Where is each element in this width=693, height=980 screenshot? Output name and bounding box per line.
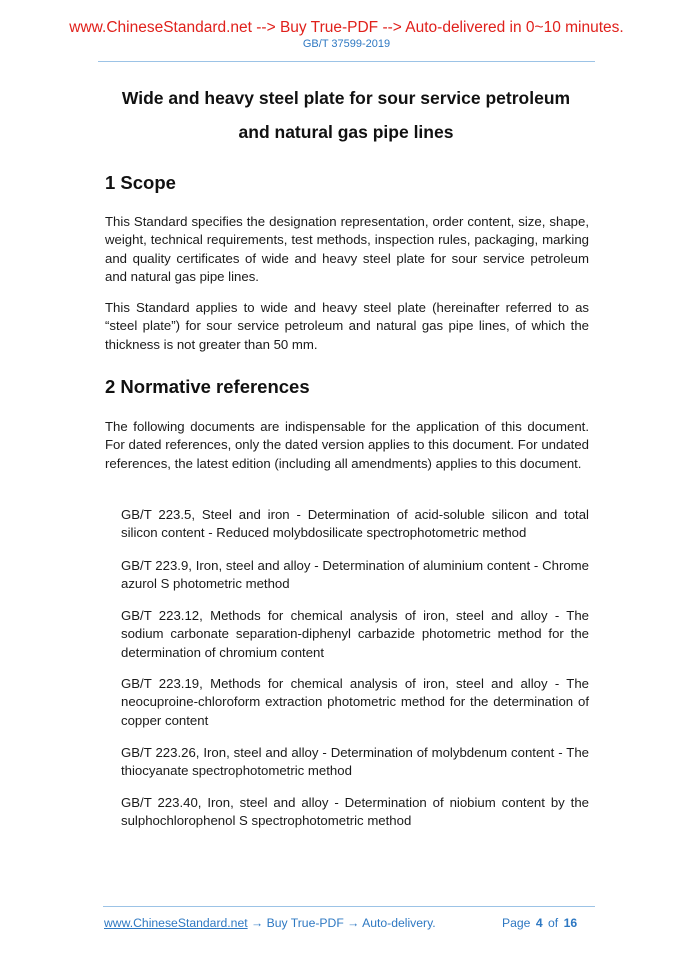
footer-promo-text: → Buy True-PDF → Auto-delivery. [247,916,436,930]
document-title-line-1: Wide and heavy steel plate for sour service petroleum [121,88,571,108]
header-divider [98,61,595,62]
reference-item: GB/T 223.40, Iron, steel and alloy - Determination of niobium content by the sulphochlorophenol S spectrophotometric method [121,795,589,829]
page-of-label: of [548,916,559,930]
footer-divider [103,906,595,907]
reference-item: GB/T 223.9, Iron, steel and alloy - Determination of aluminium content - Chrome azurol S photometric method [121,558,589,592]
document-title-line-2: and natural gas pipe lines [238,122,454,142]
reference-item: GB/T 223.19, Methods for chemical analysis of iron, steel and alloy - The neocuproine-chloroform extraction photometric method for the determination of copper content [121,676,589,728]
footer-site-link[interactable]: www.ChineseStandard.net [104,916,248,930]
reference-item: GB/T 223.5, Steel and iron - Determination of acid-soluble silicon and total silicon content - Reduced molybdosilicate spectrophotometric method [121,507,589,541]
scope-paragraph-2: This Standard applies to wide and heavy steel plate (hereinafter referred to as “steel plate”) for sour service petroleum and natural gas pipe lines, of which the thickness is not greater than 50 mm. [105,300,589,352]
footer-promo [104,916,436,931]
normative-intro-paragraph: The following documents are indispensable for the application of this document. For dated references, only the dated version applies to this document. For undated references, the latest edition (including all amendments) applies to this document. [105,419,589,471]
page-total: 16 [563,916,578,930]
reference-item: GB/T 223.12, Methods for chemical analysis of iron, steel and alloy - The sodium carbonate separation-diphenyl carbazide photometric method for the determination of chromium content [121,608,589,660]
page-label: Page [502,916,531,930]
scope-paragraph-1: This Standard specifies the designation representation, order content, size, shape, weight, technical requirements, test methods, inspection rules, packaging, marking and quality certificates of wide and heavy steel plate for sour service petroleum and natural gas pipe lines. [105,214,589,284]
section-heading-scope: 1 Scope [105,172,176,193]
document-code: GB/T 37599-2019 [302,38,391,50]
page-current: 4 [535,916,543,930]
promo-banner: www.ChineseStandard.net --> Buy True-PDF --> Auto-delivered in 0~10 minutes. [69,19,624,36]
section-heading-normative-references: 2 Normative references [105,376,310,397]
reference-item: GB/T 223.26, Iron, steel and alloy - Determination of molybdenum content - The thiocyanate spectrophotometric method [121,745,589,779]
page-indicator [502,916,577,931]
